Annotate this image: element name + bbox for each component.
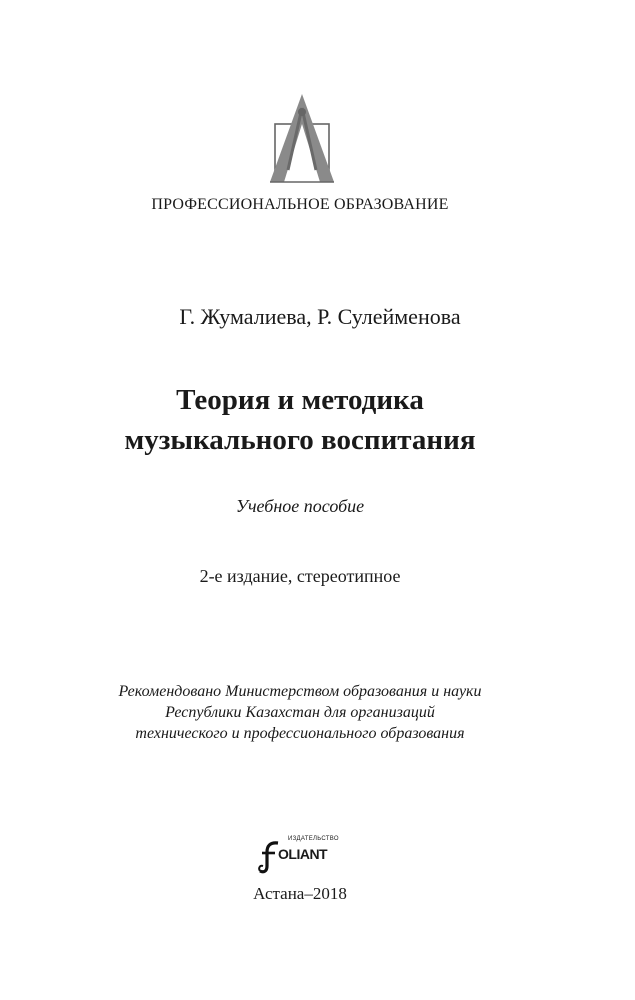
book-authors: Г. Жумалиева, Р. Сулейменова bbox=[179, 304, 461, 329]
series-emblem-icon bbox=[262, 90, 342, 188]
book-subtitle: Учебное пособие bbox=[235, 496, 365, 516]
book-title-line-1: Теория и методика bbox=[176, 384, 424, 416]
book-edition: 2-е издание, стереотипное bbox=[199, 566, 401, 586]
recommendation-line-3: технического и профессионального образования bbox=[135, 725, 465, 742]
recommendation-line-1: Рекомендовано Министерством образования и науки bbox=[118, 683, 482, 700]
series-title: ПРОФЕССИОНАЛЬНОЕ ОБРАЗОВАНИЕ bbox=[151, 196, 449, 213]
publisher-label: ИЗДАТЕЛЬСТВО bbox=[288, 836, 339, 842]
publisher-name: OLIANT bbox=[278, 846, 328, 862]
recommendation-line-2: Республики Казахстан для организаций bbox=[165, 704, 435, 721]
ministry-recommendation bbox=[0, 681, 600, 744]
imprint-city-year: Астана–2018 bbox=[253, 884, 347, 903]
book-title bbox=[0, 380, 600, 460]
book-title-line-2: музыкального воспитания bbox=[124, 424, 476, 456]
publisher-logo bbox=[258, 836, 348, 876]
